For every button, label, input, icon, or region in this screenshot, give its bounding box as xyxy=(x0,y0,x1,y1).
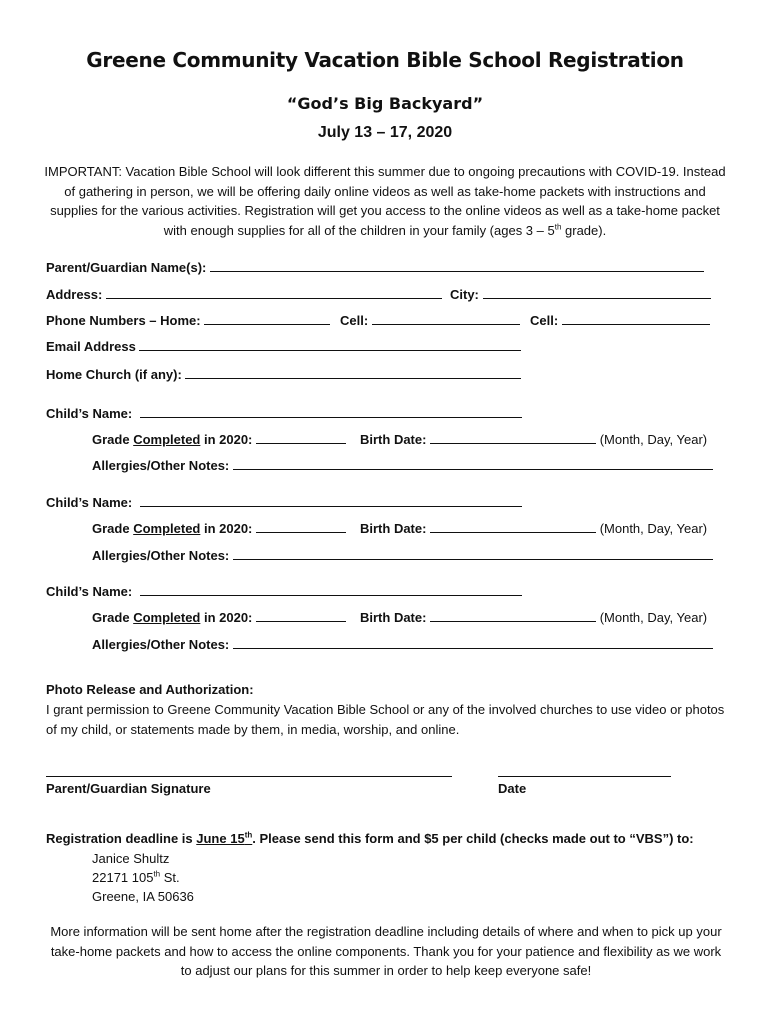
allergies-label: Allergies/Other Notes: xyxy=(92,637,230,652)
intro-paragraph xyxy=(40,162,730,240)
child-1-name-row xyxy=(46,405,522,421)
cell-label-2: Cell: xyxy=(530,313,559,328)
home-phone-label: Phone Numbers – Home: xyxy=(46,313,201,328)
date-label: Date xyxy=(498,781,527,796)
theme-title: “God’s Big Backyard” xyxy=(286,94,484,113)
child-2-allergies-row xyxy=(92,547,713,563)
deadline-post: . Please send this form and $5 per child (checks made out to “VBS”) to: xyxy=(252,831,694,846)
deadline-pre: Registration deadline is xyxy=(46,831,197,846)
deadline-date-sup: th xyxy=(244,830,253,840)
cell-label-1: Cell: xyxy=(340,313,369,328)
grade-label-post: in 2020: xyxy=(200,432,253,447)
child-name-label: Child’s Name: xyxy=(46,495,133,510)
signature-line[interactable] xyxy=(46,764,452,777)
mail-city: Greene, IA 50636 xyxy=(92,889,194,904)
child-3-birth-field[interactable] xyxy=(430,609,596,622)
child-2-birth-row xyxy=(360,520,707,536)
child-1-grade-row xyxy=(92,431,346,447)
child-3-name-field[interactable] xyxy=(140,583,522,596)
birth-hint: (Month, Day, Year) xyxy=(599,521,708,536)
deadline-date xyxy=(196,831,252,846)
child-1-allergies-row xyxy=(92,457,713,473)
signature-label: Parent/Guardian Signature xyxy=(46,781,211,796)
child-name-label: Child’s Name: xyxy=(46,584,133,599)
city-field[interactable] xyxy=(483,286,711,299)
intro-end: grade). xyxy=(561,222,607,238)
mail-street-post: St. xyxy=(160,870,180,885)
address-label: Address: xyxy=(46,287,103,302)
child-3-allergies-field[interactable] xyxy=(233,636,713,649)
child-2-grade-field[interactable] xyxy=(256,520,346,533)
grade-label-underlined: Completed xyxy=(133,432,201,447)
grade-label-pre: Grade xyxy=(92,432,134,447)
birth-hint: (Month, Day, Year) xyxy=(599,432,708,447)
photo-release-heading: Photo Release and Authorization: xyxy=(46,682,254,697)
photo-release-text: I grant permission to Greene Community Vacation Bible School or any of the involved churches to use video or photos of my child, or statements made by them, in media, worship, and online. xyxy=(46,702,725,737)
child-2-name-row xyxy=(46,494,522,510)
grade-label-post: in 2020: xyxy=(200,610,253,625)
grade-label-underlined: Completed xyxy=(133,521,201,536)
church-label: Home Church (if any): xyxy=(46,367,182,382)
deadline-date-text: June 15 xyxy=(196,831,245,846)
child-3-grade-row xyxy=(92,609,346,625)
child-1-grade-field[interactable] xyxy=(256,431,346,444)
cell-field-1[interactable] xyxy=(372,312,520,325)
church-row xyxy=(46,366,521,382)
grade-label-pre: Grade xyxy=(92,610,134,625)
mail-street xyxy=(92,870,180,885)
allergies-label: Allergies/Other Notes: xyxy=(92,548,230,563)
birth-label: Birth Date: xyxy=(360,610,427,625)
email-field[interactable] xyxy=(139,338,521,351)
event-dates: July 13 – 17, 2020 xyxy=(317,124,453,141)
child-3-allergies-row xyxy=(92,636,713,652)
intro-text: IMPORTANT: Vacation Bible School will look different this summer due to ongoing precautions with COVID-19. Instead of gathering in person, we will be offering daily online videos as well as take-home packets with instructions and supplies for the various activities. Registration will get you access to the online videos as well as a take-home packet with enough supplies for all of the children in your family (ages 3 – 5 xyxy=(44,164,726,238)
cell-field-2[interactable] xyxy=(562,312,710,325)
city-label: City: xyxy=(450,287,479,302)
child-1-allergies-field[interactable] xyxy=(233,457,713,470)
deadline-line xyxy=(46,831,694,846)
parent-name-field[interactable] xyxy=(210,259,704,272)
child-3-grade-field[interactable] xyxy=(256,609,346,622)
child-2-grade-row xyxy=(92,520,346,536)
home-phone-row xyxy=(46,312,330,328)
church-field[interactable] xyxy=(185,366,521,379)
grade-label-pre: Grade xyxy=(92,521,134,536)
birth-label: Birth Date: xyxy=(360,521,427,536)
mail-name: Janice Shultz xyxy=(92,851,170,866)
cell-row-1 xyxy=(340,312,520,328)
intro-sup: th xyxy=(554,222,562,232)
cell-row-2 xyxy=(530,312,710,328)
city-row xyxy=(450,286,711,302)
address-row xyxy=(46,286,442,302)
child-2-name-field[interactable] xyxy=(140,494,522,507)
mail-street-sup: th xyxy=(153,869,161,879)
child-1-birth-field[interactable] xyxy=(430,431,596,444)
child-1-birth-row xyxy=(360,431,707,447)
page-title: Greene Community Vacation Bible School Registration xyxy=(86,48,684,72)
child-2-birth-field[interactable] xyxy=(430,520,596,533)
date-line[interactable] xyxy=(498,764,671,777)
footer-text: More information will be sent home after the registration deadline including details of where and when to pick up your take-home packets and how to access the online components. Thank you for your patience and flexibility as we work to adjust our plans for this summer in order to help keep everyone safe! xyxy=(50,924,722,978)
parent-name-label: Parent/Guardian Name(s): xyxy=(46,260,207,275)
child-1-name-field[interactable] xyxy=(140,405,522,418)
child-name-label: Child’s Name: xyxy=(46,406,133,421)
email-label: Email Address xyxy=(46,339,136,354)
grade-label-post: in 2020: xyxy=(200,521,253,536)
birth-label: Birth Date: xyxy=(360,432,427,447)
child-3-name-row xyxy=(46,583,522,599)
child-2-allergies-field[interactable] xyxy=(233,547,713,560)
email-row xyxy=(46,338,521,354)
parent-name-row xyxy=(46,259,704,275)
allergies-label: Allergies/Other Notes: xyxy=(92,458,230,473)
home-phone-field[interactable] xyxy=(204,312,330,325)
child-3-birth-row xyxy=(360,609,707,625)
mail-street-pre: 22171 105 xyxy=(92,870,154,885)
birth-hint: (Month, Day, Year) xyxy=(599,610,708,625)
grade-label-underlined: Completed xyxy=(133,610,201,625)
address-field[interactable] xyxy=(106,286,442,299)
